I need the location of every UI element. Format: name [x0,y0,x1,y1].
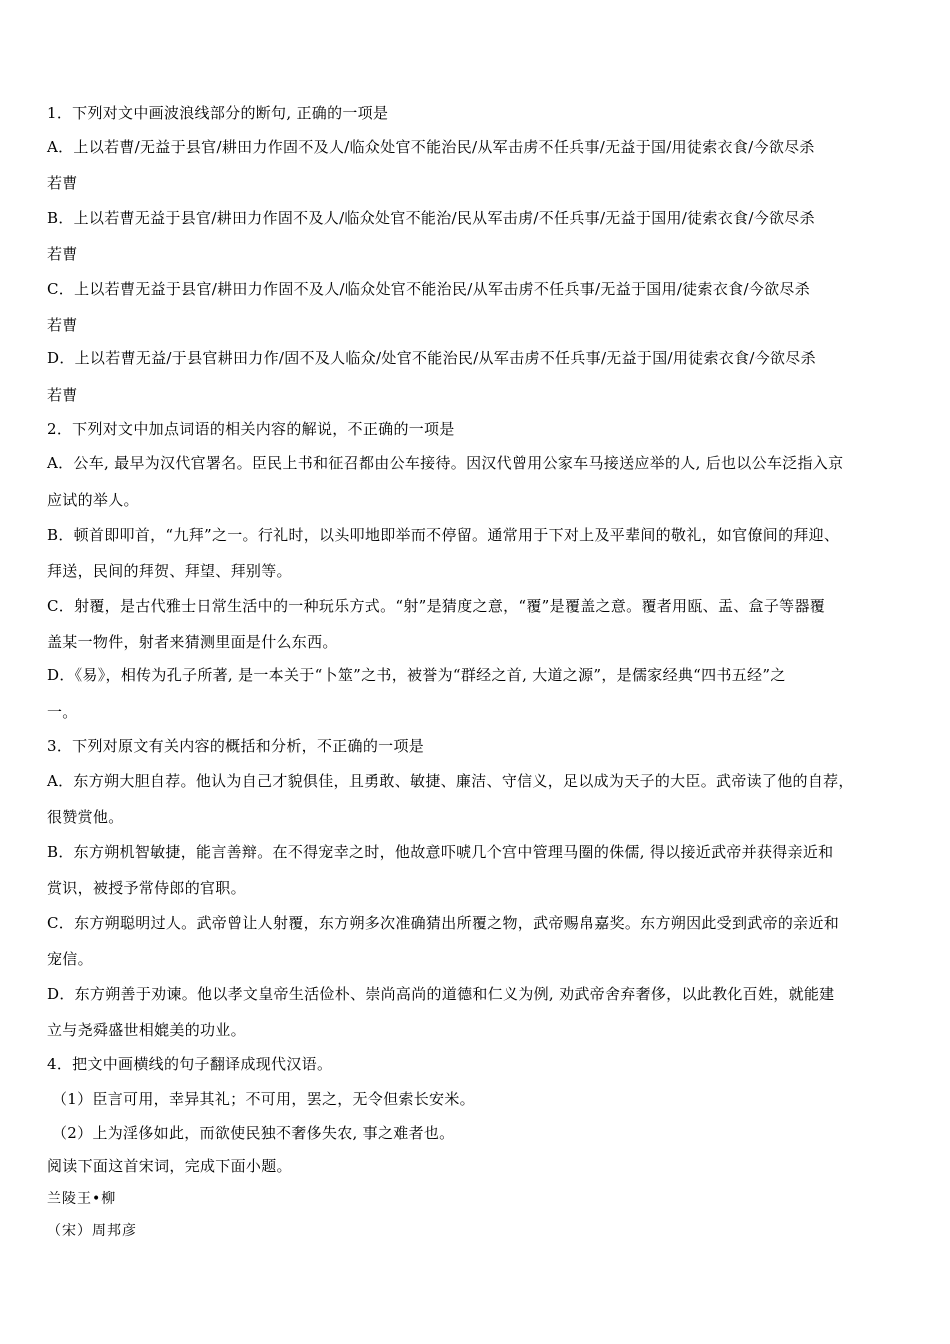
q1-option-d-line2: 若曹 [47,386,78,404]
q2-option-b-line2: 拜送，民间的拜贺、拜望、拜别等。 [47,562,292,580]
q4-sentence-1: （1）臣言可用，幸异其礼；不可用，罢之，无令但索长安米。 [52,1090,475,1108]
q1-option-b-line1: B．上以若曹无益于县官/耕田力作固不及人/临众处官不能治/民从军击虏/不任兵事/无益于国用/徒索衣食/今欲尽杀 [47,209,815,227]
q4-stem: 4．把文中画横线的句子翻译成现代汉语。 [47,1055,333,1073]
q1-option-c-line1: C．上以若曹无益于县官/耕田力作固不及人/临众处官不能治民/从军击虏不任兵事/无益于国用/徒索衣食/今欲尽杀 [47,280,811,298]
q2-option-d-line2: 一。 [47,703,78,721]
q1-option-a-line1: A．上以若曹/无益于县官/耕田力作固不及人/临众处官不能治民/从军击虏不任兵事/无益于国/用徒索衣食/今欲尽杀 [47,138,815,156]
q3-option-c-line1: C．东方朔聪明过人。武帝曾让人射覆，东方朔多次准确猜出所覆之物，武帝赐帛嘉奖。东方朔因此受到武帝的亲近和 [47,914,840,932]
q1-stem: 1．下列对文中画波浪线部分的断句, 正确的一项是 [47,104,389,122]
poem-author: （宋）周邦彦 [47,1223,137,1239]
q3-option-d-line2: 立与尧舜盛世相媲美的功业。 [47,1021,246,1039]
poem-title: 兰陵王•柳 [47,1191,117,1207]
q3-stem: 3．下列对原文有关内容的概括和分析，不正确的一项是 [47,737,425,755]
reading-instruction: 阅读下面这首宋词，完成下面小题。 [47,1157,292,1175]
q2-stem: 2．下列对文中加点词语的相关内容的解说，不正确的一项是 [47,420,455,438]
q1-option-c-line2: 若曹 [47,316,78,334]
q2-option-d-line1: D．《易》，相传为孔子所著, 是一本关于“卜筮”之书，被誉为“群经之首, 大道之源”，是儒家经典“四书五经”之 [47,666,786,684]
q3-option-d-line1: D．东方朔善于劝谏。他以孝文皇帝生活俭朴、崇尚高尚的道德和仁义为例, 劝武帝舍弃奢侈，以此教化百姓，就能建 [47,985,835,1003]
q4-sentence-2: （2）上为淫侈如此，而欲使民独不奢侈失农, 事之难者也。 [52,1124,455,1142]
q3-option-b-line2: 赏识，被授予常侍郎的官职。 [47,879,246,897]
q3-option-b-line1: B．东方朔机智敏捷，能言善辩。在不得宠幸之时，他故意吓唬几个宫中管理马圈的侏儒, 得以接近武帝并获得亲近和 [47,843,834,861]
q2-option-c-line2: 盖某一物件，射者来猜测里面是什么东西。 [47,633,338,651]
q2-option-a-line2: 应试的举人。 [47,491,139,509]
q1-option-b-line2: 若曹 [47,245,78,263]
q2-option-b-line1: B．顿首即叩首，“九拜”之一。行礼时，以头叩地即举而不停留。通常用于下对上及平辈间的敬礼，如官僚间的拜迎、 [47,526,840,544]
q1-option-d-line1: D．上以若曹无益/于县官耕田力作/固不及人临众/处官不能治民/从军击虏不任兵事/无益于国/用徒索衣食/今欲尽杀 [47,349,816,367]
q2-option-a-line1: A．公车, 最早为汉代官署名。臣民上书和征召都由公车接待。因汉代曾用公家车马接送应举的人, 后也以公车泛指入京 [47,454,844,472]
q3-option-c-line2: 宠信。 [47,950,93,968]
q2-option-c-line1: C．射覆，是古代雅士日常生活中的一种玩乐方式。“射”是猜度之意，“覆”是覆盖之意。覆者用瓯、盂、盒子等器覆 [47,597,826,615]
q1-option-a-line2: 若曹 [47,174,78,192]
q3-option-a-line1: A．东方朔大胆自荐。他认为自己才貌俱佳，且勇敢、敏捷、廉洁、守信义，足以成为天子的大臣。武帝读了他的自荐， [47,772,854,790]
q3-option-a-line2: 很赞赏他。 [47,808,124,826]
